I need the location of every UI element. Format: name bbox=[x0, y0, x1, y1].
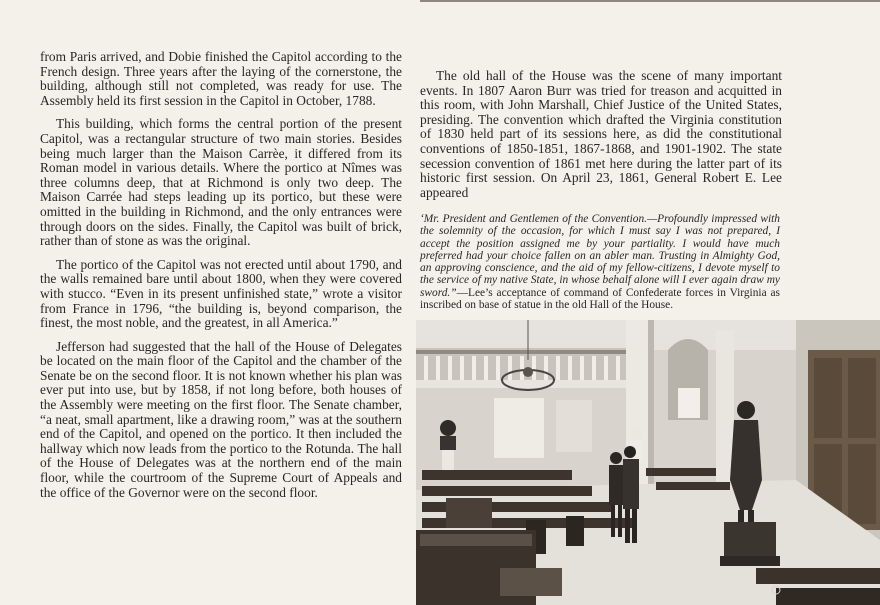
photo-caption bbox=[420, 213, 780, 311]
top-rule bbox=[420, 0, 880, 2]
right-paragraph: The old hall of the House was the scene of many important events. In 1807 Aaron Burr was tried for treason and acquitted in this room, with John Marshall, Chief Justice of the United States, presiding. The convention which drafted the Virginia constitution of 1830 held part of its sessions here, as did the constitutional conventions of 1850-1851, 1867-1868, and 1901-1902. The state secession convention of 1861 met here during the latter part of its historic first session. On April 23, 1861, General Robert E. Lee appeared bbox=[420, 68, 782, 200]
left-paragraph-3: The portico of the Capitol was not erected until about 1790, and the walls remained bare until about 1800, when they were covered with stucco. “Even in its present unfinished state,” wrote a visitor from France in 1796, “the building is, beyond comparison, the finest, the most noble, and the greatest, in all America.” bbox=[40, 256, 402, 331]
caption-quote: ‘Mr. President and Gentlemen of the Convention.—Profoundly impressed with the solemnity of the occasion, for which I must say I was not prepared, I accept the position assigned me by your partiality. I would have much preferred had your choice fallen on an abler man. Trusting in Almighty God, an approving conscience, and the aid of my fellow-citizens, I devote myself to the service of my native State, in whose behalf alone will I ever again draw my sword.” bbox=[420, 213, 780, 299]
right-text-column bbox=[420, 69, 782, 200]
left-text-column bbox=[40, 50, 402, 509]
left-paragraph-4: Jefferson had suggested that the hall of the House of Delegates be located on the main floor of the Capitol and the chamber of the Senate be on the second floor. It is not known whether his plan was ever put into use, but by 1858, if not long before, both houses of the Assembly were meeting on the first floor. The Senate chamber, “a neat, small apartment, like a drawing room,” was at the southern end of the Capitol, and opened on the portico. It then included the hallway which now leads from the portico to the Rotunda. The hall of the House of Delegates was at the northern end of the main floor, while the courtroom of the Supreme Court of Appeals and the office of the Governor were on the second floor. bbox=[40, 338, 402, 500]
left-paragraph-1: from Paris arrived, and Dobie finished the Capitol according to the French design. Three years after the laying of the cornerstone, the building, although still not completed, was ready for use. The Assembly held its first session in the Capitol in October, 1788. bbox=[40, 49, 402, 108]
caption-attribution: —Lee’s acceptance of command of Confederate forces in Virginia as inscribed on base of statue in the old Hall of the House. bbox=[420, 286, 780, 312]
left-paragraph-2: This building, which forms the central portion of the present Capitol, was a rectangular structure of two main stories. Besides being much larger than the Maison Carrèe, it differed from its Roman model in various details. Where the portico at Nîmes was three columns deep, that at Richmond is only two deep. The Maison Carrée had steps leading up its portico, but these were omitted in the building in Richmond, and the only entrances were through doors on the sides. Finally, the Capitol was built of brick, rather than of stone as was the original. bbox=[40, 116, 402, 249]
hall-photograph bbox=[416, 320, 880, 605]
hall-photo-illustration bbox=[416, 320, 880, 605]
